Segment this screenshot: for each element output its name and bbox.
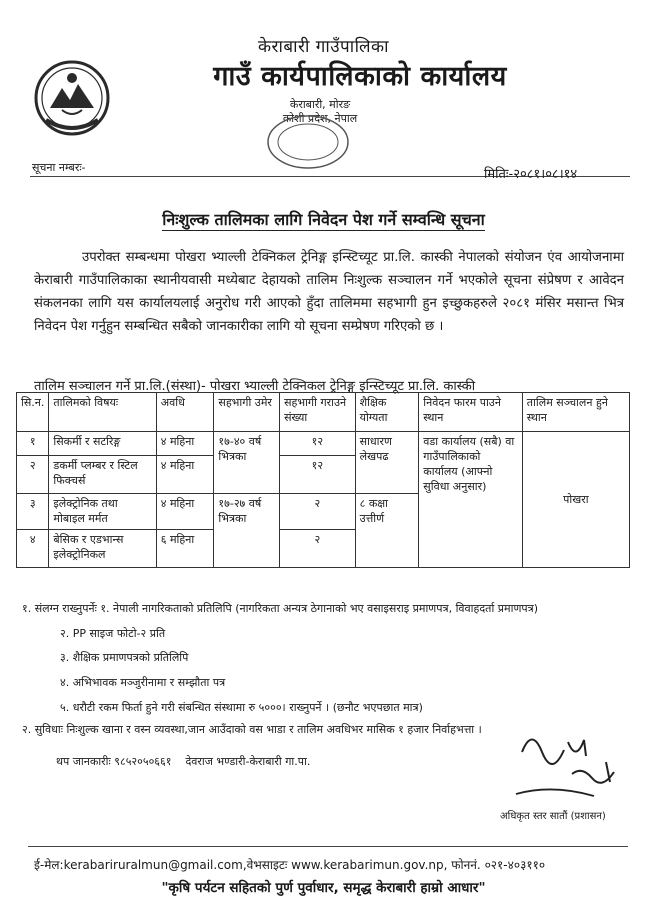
- table-header: सहभागी उमेर: [214, 393, 280, 432]
- table-header: अवधि: [156, 393, 214, 432]
- footer-slogan: "कृषि पर्यटन सहितको पुर्ण पुर्वाधार, समृद्ध केराबारी हाम्रो आधार": [161, 880, 486, 896]
- contact-label: थप जानकारीः: [56, 755, 111, 768]
- notice-subject: निःशुल्क तालिमका लागि निवेदन पेश गर्ने सम्वन्धि सूचना: [162, 210, 485, 229]
- duration-cell: ४ महिना: [156, 456, 214, 494]
- serial-cell: ४: [17, 530, 49, 568]
- table-header: सहभागी गराउने संख्या: [280, 393, 356, 432]
- contact-name: देवराज भण्डारी-केराबारी गा.पा.: [185, 755, 311, 768]
- signature-icon: [512, 722, 632, 802]
- table-header: तालिम सञ्चालन हुने स्थान: [522, 393, 629, 432]
- table-caption: तालिम सञ्चालन गर्ने प्रा.लि.(संस्था)- पोखरा भ्याल्ली टेक्निकल ट्रेनिङ्ग इन्स्टिच्यूट प्रा.लि. कास्की: [34, 379, 476, 394]
- serial-cell: १: [17, 432, 49, 456]
- municipality-name: केराबारी गाउँपालिका: [257, 37, 390, 57]
- contact-info: [56, 754, 310, 769]
- contact-phone: ९८५२०५०६६१: [114, 755, 172, 768]
- table-header: निवेदन फारम पाउने स्थान: [419, 393, 522, 432]
- attachment-item: ५. धरौटी रकम फिर्ता हुने गरी संबन्धित संस्थामा रु ५०००। राख्नुपर्ने । (छनौट भएपछात मात्र): [60, 701, 423, 714]
- qualification-cell: साधारण लेखपढ: [355, 432, 419, 494]
- serial-cell: ३: [17, 494, 49, 530]
- serial-cell: २: [17, 456, 49, 494]
- footer-divider: [28, 846, 628, 847]
- table-header-row: [17, 393, 630, 432]
- table-header: तालिमको विषयः: [49, 393, 156, 432]
- office-title: गाउँ कार्यपालिकाको कार्यालय: [213, 61, 507, 92]
- office-address: केराबारी, मोरङ कोशी प्रदेश, नेपाल: [282, 98, 358, 125]
- subject-cell: इलेक्ट्रोनिक तथा मोबाइल मर्मत: [49, 494, 156, 530]
- form-place-cell: वडा कार्यालय (सबै) वा गाउँपालिकाको कार्यालय (आफ्नो सुविधा अनुसार): [419, 432, 522, 568]
- duration-cell: ६ महिना: [156, 530, 214, 568]
- count-cell: १२: [280, 432, 356, 456]
- count-cell: २: [280, 530, 356, 568]
- notice-number-label: सूचना नम्बरः-: [32, 161, 86, 174]
- notice-date: मितिः-२०८१।०८।१४: [484, 167, 578, 182]
- age-cell: १७-२७ वर्ष भित्रका: [214, 494, 280, 568]
- nepal-emblem-icon: [32, 58, 112, 138]
- subject-cell: डकर्मी प्लम्बर र स्टिल फिक्चर्स: [49, 456, 156, 494]
- footer-contact: ई-मेल:kerabariruralmun@gmail.com,वेभसाइटः www.kerabarimun.gov.np, फोननं. ०२१-४०३११०: [34, 858, 546, 872]
- office-stamp-icon: [262, 112, 354, 172]
- duration-cell: ४ महिना: [156, 494, 214, 530]
- table-row: [17, 432, 630, 456]
- body-paragraph: उपरोक्त सम्बन्धमा पोखरा भ्याल्ली टेक्निकल ट्रेनिङ्ग इन्स्टिच्यूट प्रा.लि. कास्की नेपालको संयोजन एंव आयोजनामा केराबारी गाउँपालिकाका स्थानीयवासी मध्येबाट देहायको तालिम निःशुल्क सञ्चालन गर्ने भएकोले सूचना संप्रेषण र आवेदन संकलनका लागि यस कार्यालयलाई अनुरोध गरी आएको हुँदा तालिममा सहभागी हुन इच्छुकहरुले २०८१ मंसिर मसान्त भित्र निवेदन पेश गर्नुहुन सम्बन्धित सबैको जानकारीका लागि यो सूचना सम्प्रेषण गरिएको छ ।: [34, 250, 624, 334]
- count-cell: २: [280, 494, 356, 530]
- attachment-item: ४. अभिभावक मञ्जुरीनामा र सम्झौता पत्र: [60, 676, 226, 689]
- duration-cell: ४ महिना: [156, 432, 214, 456]
- table-header: शैक्षिक योग्यता: [355, 393, 419, 432]
- age-cell: १७-४० वर्ष भित्रका: [214, 432, 280, 494]
- attachment-item: १. संलग्न राख्नुपर्नेः १. नेपाली नागरिकताको प्रतिलिपि (नागरिकता अन्यत्र ठेगानाको भए वसाइसराइ प्रमाणपत्र, विवाहदर्ता प्रमाणपत्र): [22, 602, 539, 615]
- facility-item: २. सुविधाः निःशुल्क खाना र वस्न व्यवस्था,जान आउँदाको वस भाडा र तालिम अवधिभर मासिक १ हजार निर्वाहभत्ता ।: [22, 723, 482, 736]
- subject-cell: बेसिक र एडभान्स इलेक्ट्रोनिकल: [49, 530, 156, 568]
- subject-cell: सिकर्मी र सटरिङ्ग: [49, 432, 156, 456]
- qualification-cell: ८ कक्षा उत्तीर्ण: [355, 494, 419, 568]
- table-header: सि.न.: [17, 393, 49, 432]
- attachment-item: २. PP साइज फोटो-२ प्रति: [60, 627, 166, 640]
- attachment-item: ३. शैक्षिक प्रमाणपत्रको प्रतिलिपि: [60, 651, 189, 664]
- training-table: [16, 392, 630, 568]
- signatory-title: अधिकृत स्तर सातौं (प्रशासन): [500, 811, 606, 822]
- count-cell: १२: [280, 456, 356, 494]
- venue-cell: पोखरा: [522, 432, 629, 568]
